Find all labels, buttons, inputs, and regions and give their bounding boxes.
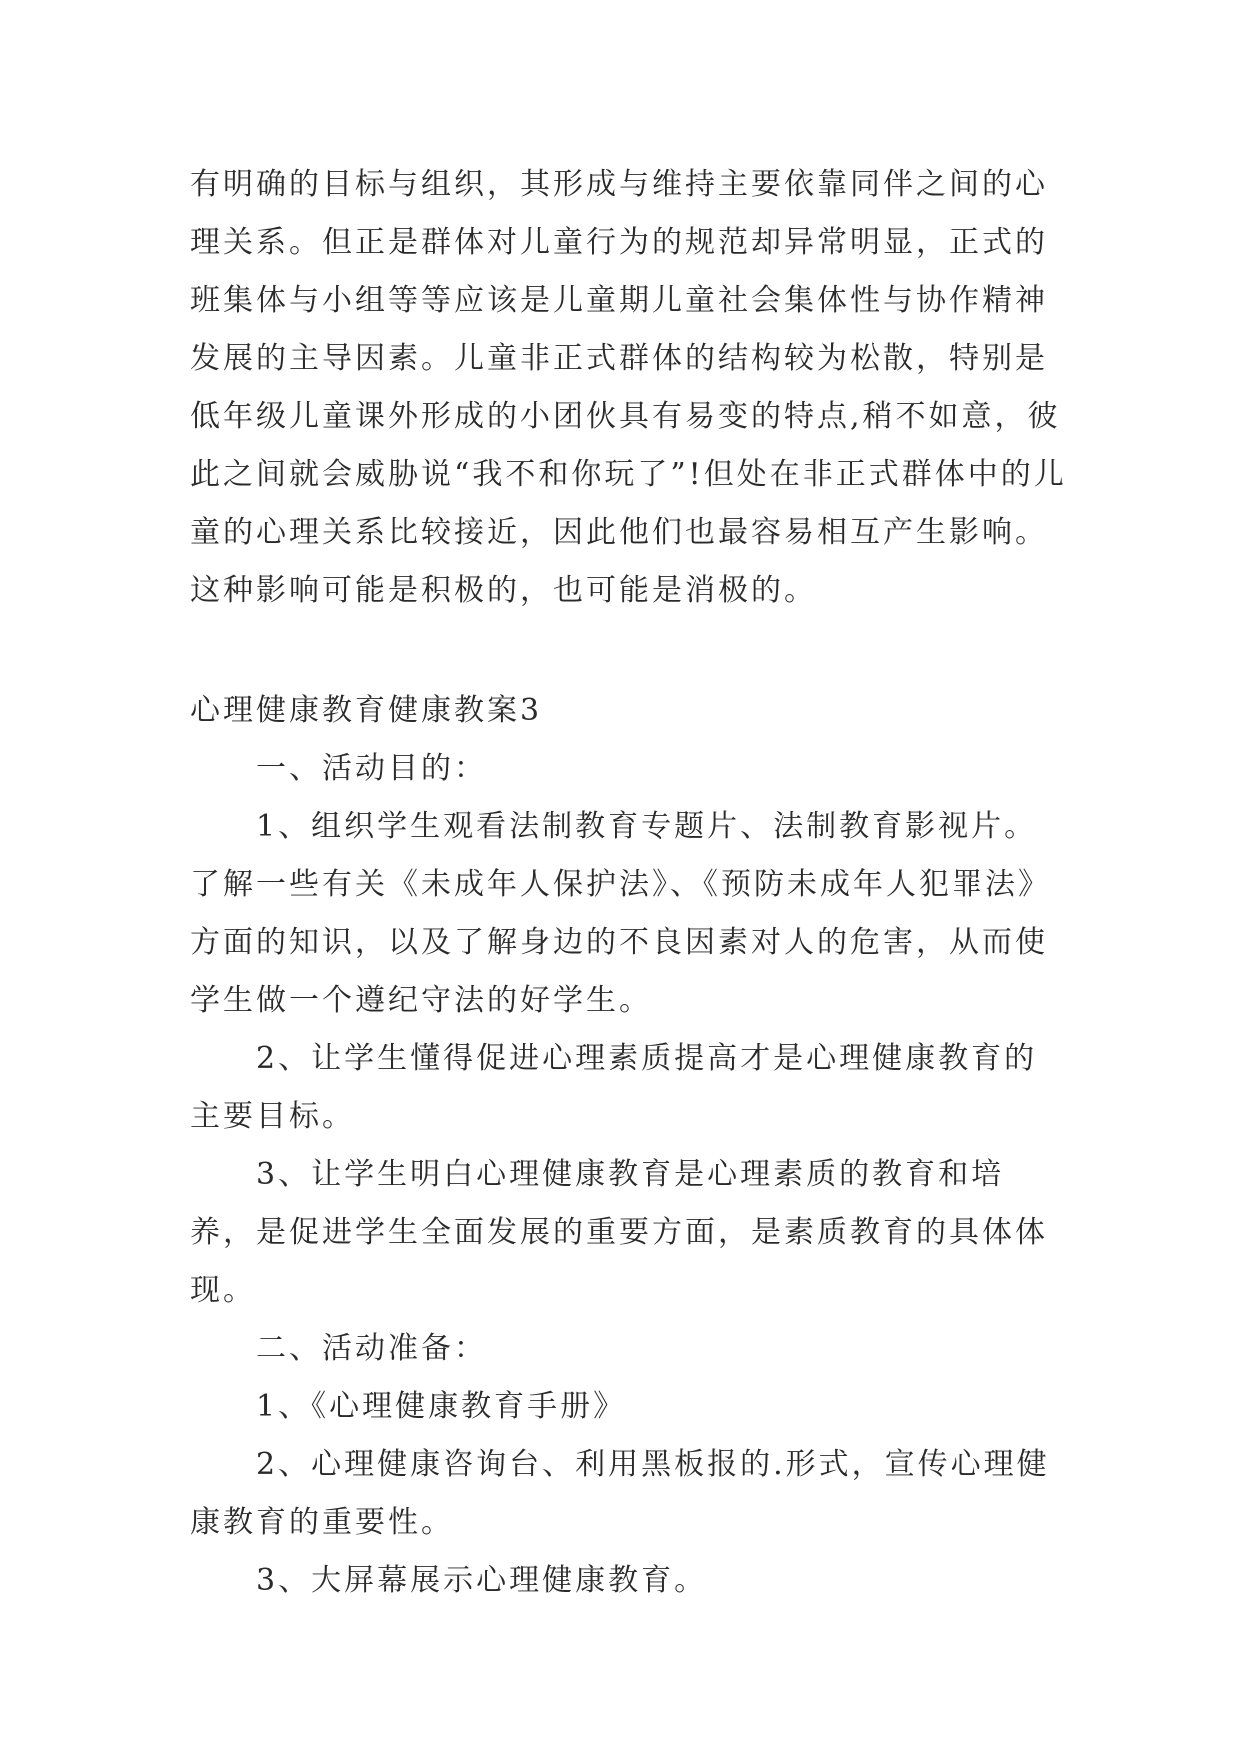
heading-activity-preparation: 二、活动准备： xyxy=(256,1331,487,1366)
goal-item-3: 3、让学生明白心理健康教育是心理素质的教育和培养，是促进学生全面发展的重要方面，是素质教育的具体体现。 xyxy=(190,1157,1048,1308)
preparation-item-3: 3、大屏幕展示心理健康教育。 xyxy=(256,1563,708,1598)
section-title: 心理健康教育健康教案3 xyxy=(190,693,543,728)
goal-item-2: 2、让学生懂得促进心理素质提高才是心理健康教育的主要目标。 xyxy=(190,1041,1038,1134)
goal-item-1: 1、组织学生观看法制教育专题片、法制教育影视片。了解一些有关《未成年人保护法》、《预防未成年人犯罪法》方面的知识，以及了解身边的不良因素对人的危害，从而使学生做一个遵纪守法的好学生。 xyxy=(190,809,1051,1018)
intro-paragraph: 有明确的目标与组织，其形成与维持主要依靠同伴之间的心理关系。但正是群体对儿童行为的规范却异常明显，正式的班集体与小组等等应该是儿童期儿童社会集体性与协作精神发展的主导因素。儿童非正式群体的结构较为松散，特别是低年级儿童课外形成的小团伙具有易变的特点,稍不如意，彼此之间就会威胁说“我不和你玩了”!但处在非正式群体中的儿童的心理关系比较接近，因此他们也最容易相互产生影响。这种影响可能是积极的，也可能是消极的。 xyxy=(190,167,1067,608)
preparation-item-1: 1、《心理健康教育手册》 xyxy=(256,1389,627,1424)
preparation-item-2: 2、心理健康咨询台、利用黑板报的.形式，宣传心理健康教育的重要性。 xyxy=(190,1447,1050,1540)
heading-activity-goals: 一、活动目的： xyxy=(256,751,487,786)
intro-text-block xyxy=(190,156,1070,620)
section-body xyxy=(190,740,1070,1610)
